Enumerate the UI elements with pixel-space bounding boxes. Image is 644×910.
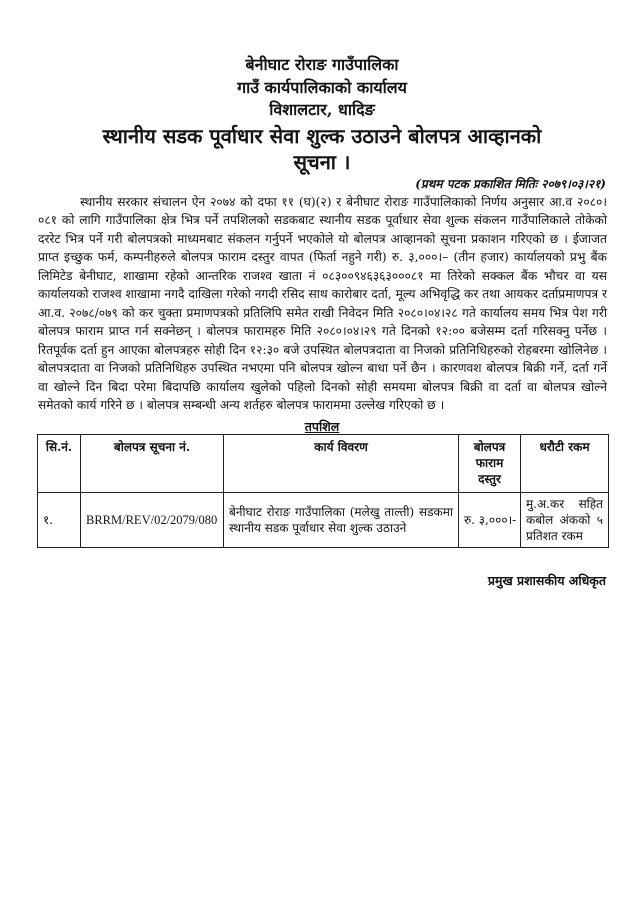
notice-body: स्थानीय सरकार संचालन ऐन २०७४ को दफा ११ (घ)(२) र बेनीघाट रोराङ गाउँपालिकाको निर्णय अनुसार आ.व २०८०।०८१ को लागि गाउँपालिका क्षेत्र भित्र पर्ने तपशिलको सडकबाट स्थानीय सडक पूर्वाधार सेवा शुल्क संकलन गाउँपालिकाले तोकेको दररेट भित्र पर्ने गरी बोलपत्रको माध्यमबाट संकलन गर्नुपर्ने भएकोले यो बोलपत्र आव्हानको सूचना प्रकाशन गरिएको छ । ईजाजत प्राप्त इच्छुक फर्म, कम्पनीहरुले बोलपत्र फाराम दस्तुर वापत (फिर्ता नहुने गरी) रु. ३,०००।– (तीन हजार) कार्यालयको प्रभु बैंक लिमिटेड बेनीघाट, शाखामा रहेको आन्तरिक राजश्व खाता नं ०८३००९४६३६३०००८१ मा तिरेको सक्कल बैंक भौचर वा यस कार्यालयको राजश्व शाखामा नगदै दाखिला गरेको नगदी रसिद साथ कारोबार दर्ता, मूल्य अभिवृद्धि कर तथा आयकर दर्ताप्रमाणपत्र र आ.व. २०७८/०७९ को कर चुक्ता प्रमाणपत्रको प्रतिलिपि समेत राखी निवेदन मिति २०८०।०४।२८ गते कार्यालय समय भित्र पेश गरी बोलपत्र फाराम प्राप्त गर्न सक्नेछन् । बोलपत्र फारामहरु मिति २०८०।०४।२९ गते दिनको १२:०० बजेसम्म दर्ता गरिसक्नु पर्नेछ । रितपूर्वक दर्ता हुन आएका बोलपत्रहरु सोही दिन १२:३० बजे उपस्थित बोलपत्रदाता वा निजको प्रतिनिधिहरुको रोहबरमा खोलिनेछ । बोलपत्रदाता वा निजको प्रतिनिधिहरु उपस्थित नभएमा पनि बोलपत्र खोल्न बाधा पर्ने छैन । कारणवश बोलपत्र बिक्री गर्ने, दर्ता गर्ने वा खोल्ने दिन बिदा परेमा बिदापछि कार्यालय खुलेको पहिलो दिनको सोही समयमा बोलपत्र बिक्री वा दर्ता वा बोलपत्र खोल्ने समेतको कार्य गरिने छ । बोलपत्र सम्बन्धी अन्य शर्तहरु बोलपत्र फाराममा उल्लेख गरिएको छ । [38, 195, 607, 412]
table-row [38, 493, 609, 548]
col-header-deposit: धरौटी रकम [521, 435, 609, 493]
signatory-title: प्रमुख प्रशासकीय अधिकृत [487, 573, 606, 588]
col-header-notice-no: बोलपत्र सूचना नं. [81, 435, 224, 493]
schedule-heading-text: तपशिल [304, 419, 340, 434]
notice-title-line-2: सूचना । [293, 150, 351, 174]
notice-title-line-1: स्थानीय सडक पूर्वाधार सेवा शुल्क उठाउने बोलपत्र आव्हानको [102, 124, 542, 148]
schedule-table [37, 434, 609, 548]
letterhead [20, 54, 624, 122]
cell-serial: १. [38, 493, 81, 548]
publication-date: (प्रथम पटक प्रकाशित मितिः २०७९।०३।२१) [415, 177, 606, 191]
cell-work-description: बेनीघाट रोराङ गाउँपालिका (मलेखु ताल्ती) सडकमा स्थानीय सडक पूर्वाधार सेवा शुल्क उठाउने [224, 493, 459, 548]
cell-notice-no: BRRM/REV/02/2079/080 [81, 493, 224, 548]
col-header-work-description: कार्य विवरण [224, 435, 459, 493]
municipality-name: बेनीघाट रोराङ गाउँपालिका [245, 55, 399, 74]
office-name: गाउँ कार्यपालिकाको कार्यालय [237, 77, 407, 97]
office-address: विशालटार, धादिङ [269, 100, 375, 119]
notice-title [20, 123, 624, 175]
schedule-heading [20, 419, 624, 434]
col-header-serial: सि.नं. [38, 435, 81, 493]
col-header-form-fee: बोलपत्र फाराम दस्तुर [459, 435, 521, 493]
table-header-row [38, 435, 609, 493]
cell-form-fee: रु. ३,०००।- [459, 493, 521, 548]
cell-deposit: मु.अ.कर सहित कबोल अंकको ५ प्रतिशत रकम [521, 493, 609, 548]
